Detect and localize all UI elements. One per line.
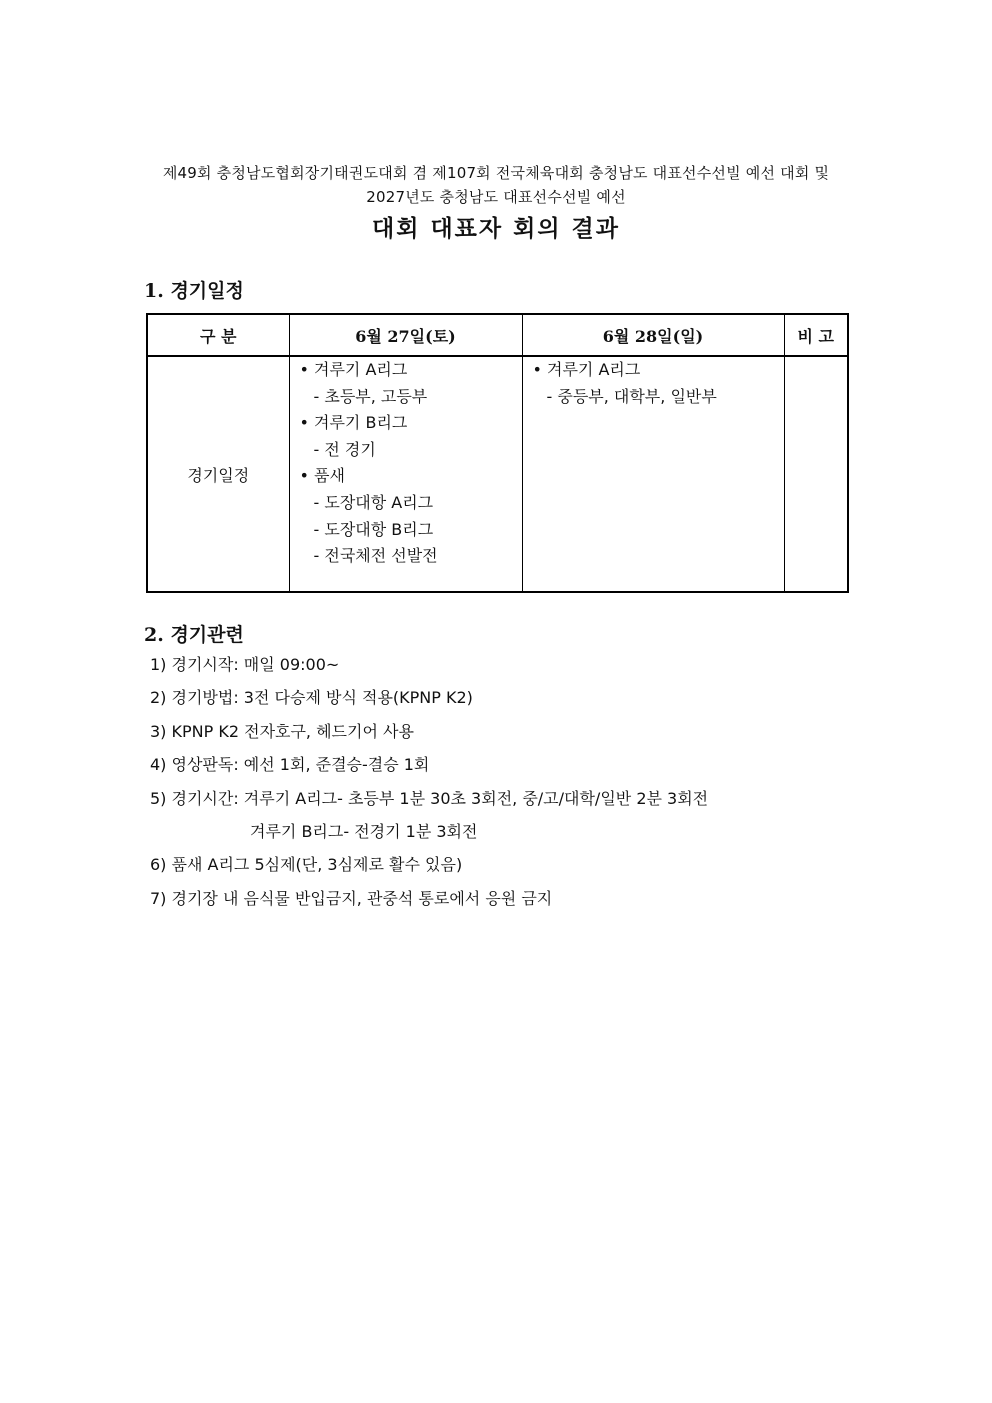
- remarks-cell: [784, 356, 848, 592]
- list-item: 6) 품새 A리그 5심제(단, 3심제로 활수 있음): [150, 855, 463, 875]
- subtitle-line-1: 제49회 충청남도협회장기태권도대회 겸 제107회 전국체육대회 충청남도 대표선수선빌 예선 대회 및: [162, 164, 830, 182]
- document-title: 대회 대표자 회의 결과: [372, 215, 620, 242]
- list-item: 겨루기 B리그- 전경기 1분 3회전: [250, 821, 478, 841]
- list-item: 5) 경기시간: 겨루기 A리그- 초등부 1분 30초 3회전, 중/고/대학/일반 2분 3회전: [150, 788, 709, 808]
- list-item: 1) 경기시작: 매일 09:00~: [150, 655, 340, 674]
- list-item: 7) 경기장 내 음식물 반입금지, 관중석 통로에서 응원 금지: [150, 888, 553, 908]
- table-header-row: [147, 314, 848, 356]
- list-item: - 전 경기: [313, 439, 376, 459]
- subtitle-line-2: 2027년도 충청남도 대표선수선빌 예선: [366, 188, 626, 206]
- section-heading-rules: 2. 경기관련: [144, 624, 244, 646]
- day2-cell: [522, 356, 784, 592]
- header-remarks: 비 고: [784, 314, 848, 356]
- row-label: 경기일정: [147, 356, 289, 592]
- list-item: • 겨루기 A리그: [532, 360, 641, 379]
- header-category: 구 분: [147, 314, 289, 356]
- list-item: - 전국체전 선발전: [313, 546, 438, 566]
- list-item: - 도장대항 A리그: [313, 492, 434, 512]
- list-item: • 겨루기 A리그: [299, 360, 408, 379]
- list-item: 4) 영상판독: 예선 1회, 준결승-결승 1회: [150, 755, 430, 775]
- list-item: - 초등부, 고등부: [313, 386, 428, 406]
- list-item: 3) KPNP K2 전자호구, 헤드기어 사용: [150, 721, 414, 741]
- rules-list: [150, 648, 708, 915]
- table-row: [147, 356, 848, 592]
- list-item: • 겨루기 B리그: [299, 413, 408, 433]
- schedule-table: [146, 313, 849, 593]
- list-item: - 도장대항 B리그: [313, 519, 434, 539]
- header-day2: 6월 28일(일): [522, 314, 784, 356]
- list-item: - 중등부, 대학부, 일반부: [546, 386, 717, 406]
- list-item: 2) 경기방법: 3전 다승제 방식 적용(KPNP K2): [150, 688, 473, 708]
- day1-cell: [289, 356, 522, 592]
- header-day1: 6월 27일(토): [289, 314, 522, 356]
- section-heading-schedule: 1. 경기일정: [144, 280, 244, 302]
- list-item: • 품새: [299, 466, 345, 486]
